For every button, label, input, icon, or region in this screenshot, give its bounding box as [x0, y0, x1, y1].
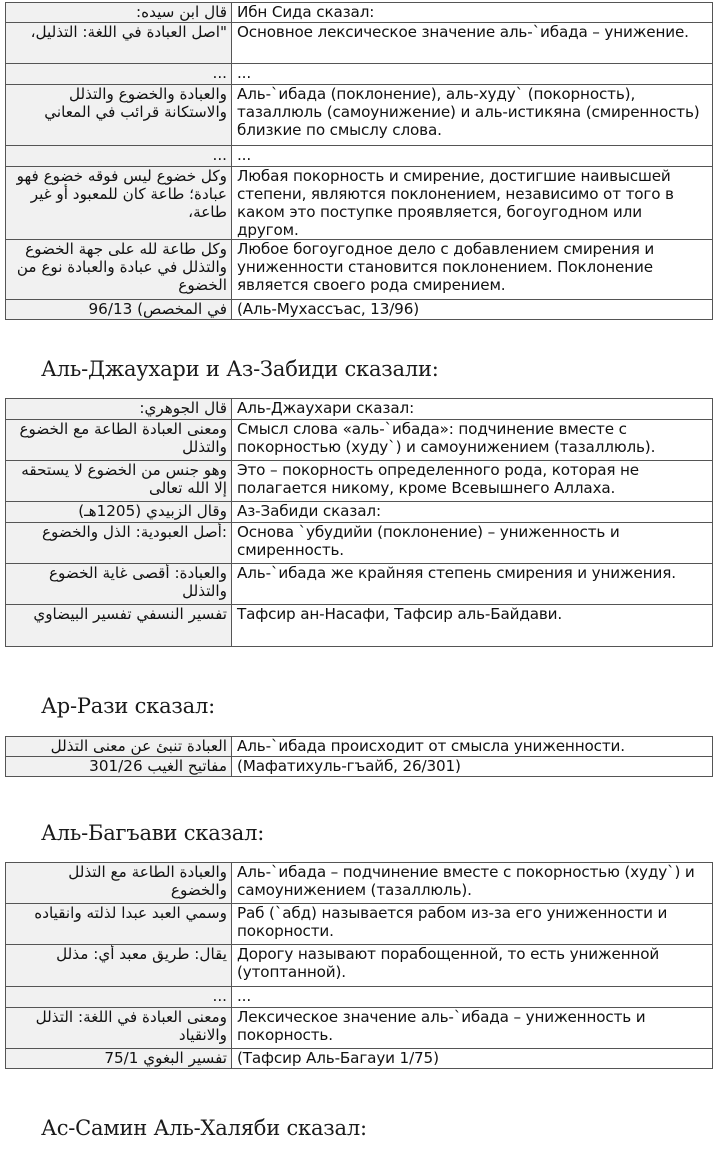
- table-row: [6, 1049, 713, 1069]
- arabic-cell: العبادة تنبئ عن معنى التذلل: [6, 737, 232, 757]
- arabic-cell: وكل طاعة لله على جهة الخضوع والتذلل في عبادة والعبادة نوع من الخضوع: [6, 240, 232, 300]
- table-row: [6, 85, 713, 146]
- arabic-cell: ...: [6, 64, 232, 85]
- table-row: [6, 3, 713, 23]
- russian-cell: Аль-Джаухари сказал:: [232, 399, 713, 420]
- russian-cell: Любое богоугодное дело с добавлением смирения и униженности становится поклонением. Поклонение является своего рода смирением.: [232, 240, 713, 300]
- arabic-cell: مفاتيح الغيب 301/26: [6, 757, 232, 777]
- table-row: [6, 757, 713, 777]
- table-row: [6, 904, 713, 945]
- table-row: [6, 605, 713, 647]
- russian-cell: Любая покорность и смирение, достигшие наивысшей степени, являются поклонением, независимо от того в каком это поступке проявляется, богоугодном или другом.: [232, 167, 713, 240]
- section-heading-samin-halabi: Ас-Самин Аль-Халяби сказал:: [41, 1116, 367, 1140]
- arabic-cell: :أصل العبودية: الذل والخضوع: [6, 523, 232, 564]
- table-row: [6, 564, 713, 605]
- table-row: [6, 399, 713, 420]
- table-row: [6, 146, 713, 167]
- table-row: [6, 1008, 713, 1049]
- ibn-sida-table: [5, 2, 713, 320]
- russian-cell: Ибн Сида сказал:: [232, 3, 713, 23]
- arabic-cell: قال الجوهري:: [6, 399, 232, 420]
- table-row: [6, 461, 713, 502]
- arabic-cell: تفسير النسفي تفسير البيضاوي: [6, 605, 232, 647]
- russian-cell: Смысл слова «аль-`ибада»: подчинение вместе с покорностью (худу`) и самоунижением (тазаллюль).: [232, 420, 713, 461]
- russian-cell: Раб (`абд) называется рабом из-за его униженности и покорности.: [232, 904, 713, 945]
- table-row: [6, 240, 713, 300]
- arabic-cell: ...: [6, 987, 232, 1008]
- russian-cell: ...: [232, 987, 713, 1008]
- arabic-cell: وقال الزبيدي (1205هـ): [6, 502, 232, 523]
- section-heading-razi: Ар-Рази сказал:: [41, 694, 216, 718]
- russian-cell: Это – покорность определенного рода, которая не полагается никому, кроме Всевышнего Аллаха.: [232, 461, 713, 502]
- russian-cell: Аль-`ибада происходит от смысла униженности.: [232, 737, 713, 757]
- table-row: [6, 420, 713, 461]
- arabic-cell: ...: [6, 146, 232, 167]
- arabic-cell: قال ابن سيده:: [6, 3, 232, 23]
- arabic-cell: وكل خضوع ليس فوقه خضوع فهو عبادة؛ طاعة كان للمعبود أو غير طاعة،: [6, 167, 232, 240]
- baghawi-table: [5, 862, 713, 1069]
- russian-cell: Дорогу называют порабощенной, то есть униженной (утоптанной).: [232, 945, 713, 987]
- arabic-cell: والعبادة والخضوع والتذلل والاستكانة قرائب في المعاني: [6, 85, 232, 146]
- section-heading-baghawi: Аль-Багъави сказал:: [41, 821, 265, 845]
- russian-cell: Основа `убудийи (поклонение) – униженность и смиренность.: [232, 523, 713, 564]
- russian-cell: Тафсир ан-Насафи, Тафсир аль-Байдави.: [232, 605, 713, 647]
- arabic-cell: ومعنى العبادة الطاعة مع الخضوع والتذلل: [6, 420, 232, 461]
- arabic-cell: في المخصص) 96/13: [6, 300, 232, 320]
- table-row: [6, 863, 713, 904]
- arabic-cell: تفسير البغوي 75/1: [6, 1049, 232, 1069]
- arabic-cell: والعبادة الطاعة مع التذلل والخضوع: [6, 863, 232, 904]
- russian-cell: Аль-`ибада – подчинение вместе с покорностью (худу`) и самоунижением (тазаллюль).: [232, 863, 713, 904]
- table-row: [6, 64, 713, 85]
- section-heading-jauhari-zabidi: Аль-Джаухари и Аз-Забиди сказали:: [41, 357, 439, 381]
- russian-cell: (Мафатихуль-гъайб, 26/301): [232, 757, 713, 777]
- arabic-cell: وسمي العبد عبدا لذلته وانقياده: [6, 904, 232, 945]
- table-row: [6, 945, 713, 987]
- russian-cell: Аз-Забиди сказал:: [232, 502, 713, 523]
- arabic-cell: والعبادة: أقصى غاية الخضوع والتذلل: [6, 564, 232, 605]
- table-row: [6, 502, 713, 523]
- russian-cell: ...: [232, 64, 713, 85]
- russian-cell: Аль-`ибада (поклонение), аль-худу` (покорность), тазаллюль (самоунижение) и аль-истикяна (смиренность) близкие по смыслу слова.: [232, 85, 713, 146]
- russian-cell: Лексическое значение аль-`ибада – униженность и покорность.: [232, 1008, 713, 1049]
- table-row: [6, 167, 713, 240]
- table-row: [6, 523, 713, 564]
- arabic-cell: "اصل العبادة في اللغة: التذليل،: [6, 23, 232, 64]
- russian-cell: (Аль-Мухассъас, 13/96): [232, 300, 713, 320]
- arabic-cell: يقال: طريق معبد أي: مذلل: [6, 945, 232, 987]
- table-row: [6, 300, 713, 320]
- russian-cell: (Тафсир Аль-Багауи 1/75): [232, 1049, 713, 1069]
- russian-cell: Основное лексическое значение аль-`ибада – унижение.: [232, 23, 713, 64]
- table-row: [6, 987, 713, 1008]
- russian-cell: Аль-`ибада же крайняя степень смирения и унижения.: [232, 564, 713, 605]
- razi-table: [5, 736, 713, 777]
- arabic-cell: ومعنى العبادة في اللغة: التذلل والانقياد: [6, 1008, 232, 1049]
- arabic-cell: وهو جنس من الخضوع لا يستحقه إلا الله تعالى: [6, 461, 232, 502]
- russian-cell: ...: [232, 146, 713, 167]
- table-row: [6, 737, 713, 757]
- jauhari-zabidi-table: [5, 398, 713, 647]
- table-row: [6, 23, 713, 64]
